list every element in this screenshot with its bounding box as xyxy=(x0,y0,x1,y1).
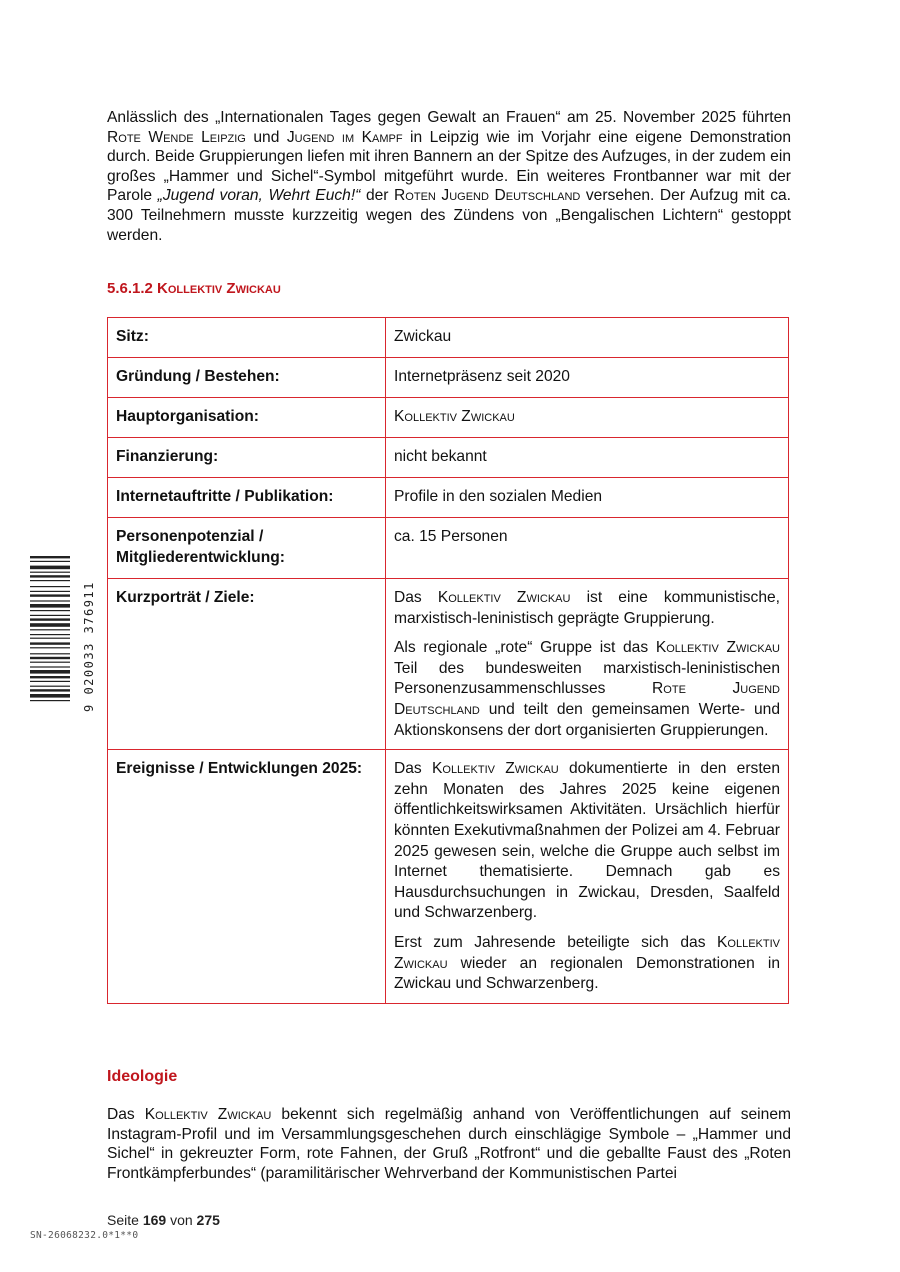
intro-text: und xyxy=(245,128,287,146)
intro-text: versehen. Der Aufzug mit ca. 300 Teilnehmern musste kurzzeitig wegen des Zündens von „Bengalischen Lichtern“ gestoppt werden. xyxy=(107,187,791,244)
intro-text: in Leipzig wie im Vorjahr eine eigene Demonstration durch. Beide Gruppierungen liefen mit ihren Bannern an der Spitze des Aufzuges, in der zudem ein großes „Hammer und Sichel“-Symbol mitgeführt wurde. Ein weiteres Frontbanner war mit der Parole xyxy=(107,128,791,205)
org-name: Jugend im Kampf xyxy=(286,128,403,146)
page-footer xyxy=(107,1212,220,1228)
value-text: Teil des bundesweiten marxistisch-leninistischen Personenzusammenschlusses xyxy=(394,659,780,698)
org-name: Rote Jugend Deutschland xyxy=(394,680,780,718)
intro-text: Anlässlich des „Internationalen Tages gegen Gewalt an Frauen“ am 25. November 2025 führten xyxy=(107,109,791,126)
document-id: SN-26068232.0*1**0 xyxy=(30,1230,139,1241)
page-current: 169 xyxy=(142,1212,167,1228)
org-name: Kollektiv Zwickau xyxy=(655,639,780,657)
row-value: ca. 15 Personen xyxy=(386,518,789,579)
table-row xyxy=(108,358,789,398)
org-name: Roten Jugend Deutschland xyxy=(394,187,581,205)
value-text: Erst zum Jahresende beteiligte sich das xyxy=(394,933,718,951)
ideologie-paragraph xyxy=(107,1105,791,1183)
value-text: und teilt den gemeinsamen Werte- und Aktionskonsens der dort organisierten Gruppierungen. xyxy=(394,700,780,739)
table-row xyxy=(108,579,789,750)
row-label: Personenpotenzial / Mitgliederentwicklung: xyxy=(108,518,386,579)
value-text: Das xyxy=(394,589,438,606)
org-name: Kollektiv Zwickau xyxy=(394,933,780,972)
value-text: Das xyxy=(394,760,432,778)
row-value xyxy=(386,750,789,1004)
intro-text: der xyxy=(360,187,395,205)
org-name: Kollektiv Zwickau xyxy=(431,760,559,778)
row-value: nicht bekannt xyxy=(386,438,789,478)
table-row xyxy=(108,398,789,438)
row-label: Internetauftritte / Publikation: xyxy=(108,478,386,518)
row-value: Profile in den sozialen Medien xyxy=(386,478,789,518)
table-row xyxy=(108,438,789,478)
barcode-number: 9 020033 376911 xyxy=(82,581,96,712)
ideologie-text: bekennt sich regelmäßig anhand von Veröffentlichungen auf seinem Instagram-Profil und im Versammlungsgeschehen durch einschlägige Symbole – „Hammer und Sichel“ in gekreuzter Form, rote Fahnen, der Gruß „Rotfront“ und die geballte Faust des „Roten Frontkämpferbundes“ (paramilitärischer Wehrverband der Kommunistischen Partei xyxy=(107,1106,791,1182)
row-value: Kollektiv Zwickau xyxy=(386,398,789,438)
section-title: Kollektiv Zwickau xyxy=(157,280,281,297)
table-row xyxy=(108,518,789,579)
row-label: Sitz: xyxy=(108,318,386,358)
row-label: Finanzierung: xyxy=(108,438,386,478)
ideologie-text: Das xyxy=(107,1106,145,1123)
page-of: von xyxy=(170,1212,193,1228)
info-table xyxy=(107,317,789,1004)
row-value xyxy=(386,579,789,750)
section-number: 5.6.1.2 xyxy=(107,280,153,297)
value-text: ist eine kommunistische, marxistisch-leninistisch geprägte Gruppierung. xyxy=(394,589,780,627)
barcode-icon xyxy=(30,556,70,712)
table-row xyxy=(108,478,789,518)
org-name: Kollektiv Zwickau xyxy=(437,589,571,606)
value-paragraph xyxy=(394,759,780,924)
value-text: wieder an regionalen Demonstrationen in Zwickau und Schwarzenberg. xyxy=(394,954,780,993)
value-paragraph xyxy=(394,588,780,629)
row-label: Hauptorganisation: xyxy=(108,398,386,438)
table-row xyxy=(108,750,789,1004)
section-heading xyxy=(107,280,281,297)
row-label: Ereignisse / Entwicklungen 2025: xyxy=(108,750,386,1004)
row-value: Zwickau xyxy=(386,318,789,358)
row-value: Internetpräsenz seit 2020 xyxy=(386,358,789,398)
value-text: dokumentierte in den ersten zehn Monaten des Jahres 2025 keine eigenen öffentlichkeitswirksamen Aktivitäten. Ursächlich hierfür könnten Exekutivmaßnahmen der Polizei am 4. Februar 2025 gewesen sein, welche die Gruppe auch selbst im Internet thematisierte. Demnach gab es Hausdurchsuchungen in Zwickau, Dresden, Saalfeld und Schwarzenberg. xyxy=(394,760,780,922)
value-paragraph xyxy=(394,638,780,741)
row-label: Kurzporträt / Ziele: xyxy=(108,579,386,750)
page-total: 275 xyxy=(196,1212,220,1228)
value-paragraph xyxy=(394,933,780,995)
ideologie-heading: Ideologie xyxy=(107,1068,178,1085)
org-name: Rote Wende Leipzig xyxy=(107,128,246,146)
page-label: Seite xyxy=(107,1212,139,1228)
slogan: „Jugend voran, Wehrt Euch!“ xyxy=(157,187,361,205)
org-name: Kollektiv Zwickau xyxy=(144,1106,272,1123)
row-label: Gründung / Bestehen: xyxy=(108,358,386,398)
value-text: Als regionale „rote“ Gruppe ist das xyxy=(394,639,656,657)
table-row xyxy=(108,318,789,358)
intro-paragraph xyxy=(107,108,791,245)
